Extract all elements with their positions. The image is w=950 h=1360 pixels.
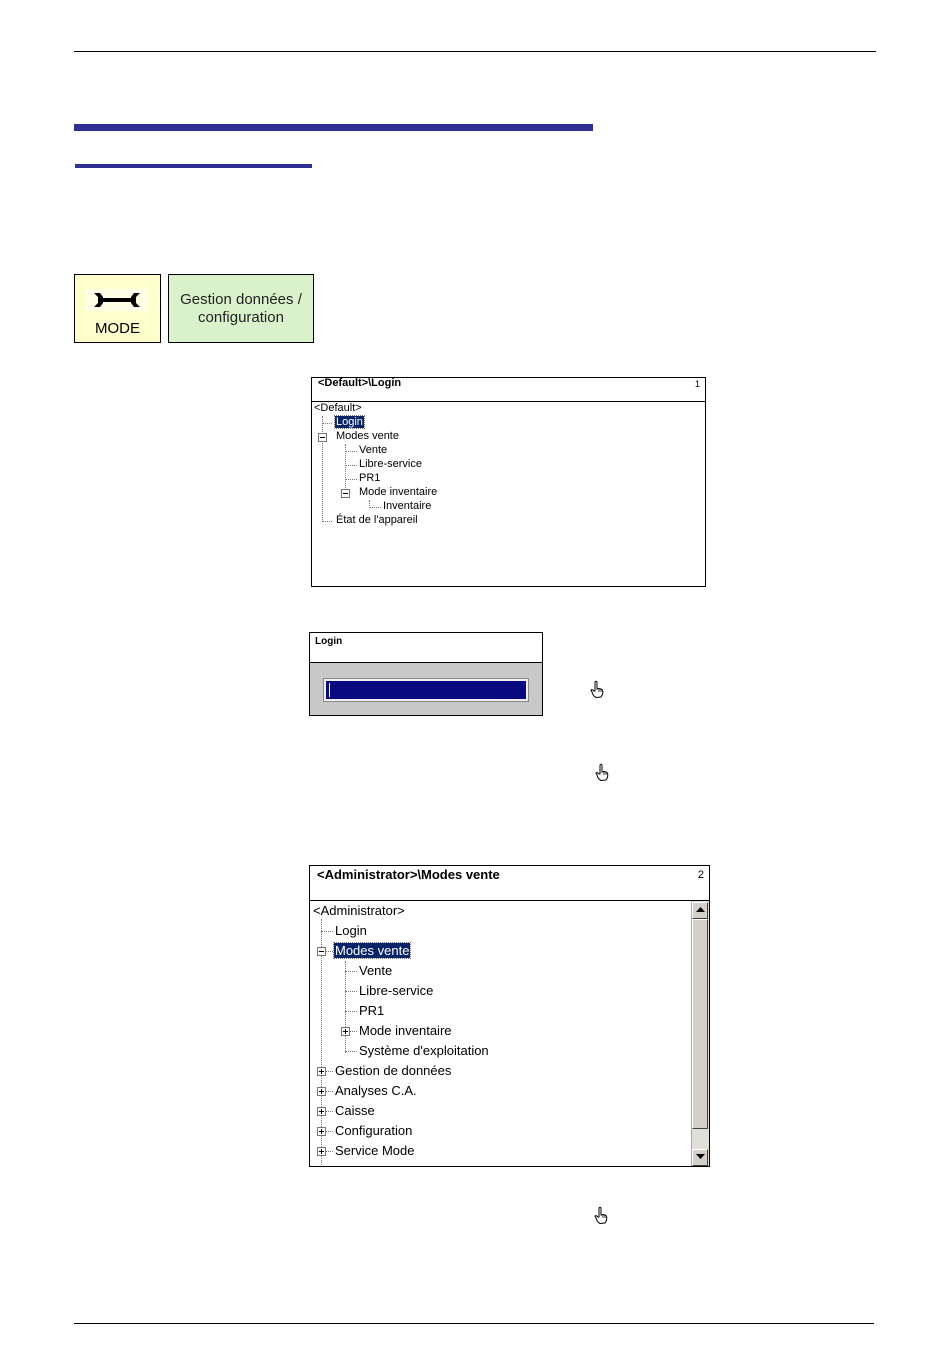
expand-toggle[interactable] [317,1067,326,1076]
tree-node-analyses-ca[interactable]: Analyses C.A. [335,1083,417,1098]
tree-view[interactable] [312,402,705,586]
login-dialog-title: Login [315,636,343,647]
heading-bar-long [74,124,593,131]
tree-node-configuration[interactable]: Configuration [335,1123,413,1138]
tree-node-gestion-donnees[interactable]: Gestion de données [335,1063,452,1078]
login-input[interactable] [324,679,528,701]
scroll-up-button[interactable] [692,902,708,919]
tree-node-vente[interactable]: Vente [359,963,393,978]
tree-window-title: <Default>\Login [318,377,402,389]
header-rule [74,51,876,52]
arrow-down-icon [696,1154,705,1160]
mode-button[interactable] [74,274,161,343]
scroll-thumb[interactable] [692,919,708,1129]
tree-node-inventaire[interactable]: Inventaire [383,500,432,512]
collapse-toggle[interactable] [341,489,350,498]
pointing-hand-icon [589,680,605,700]
tree-node-root[interactable]: <Default> [314,402,362,414]
tree-node-etat-appareil[interactable]: État de l'appareil [336,514,418,526]
scroll-down-button[interactable] [692,1149,708,1166]
tree-node-login[interactable]: Login [336,416,363,428]
vertical-scrollbar[interactable] [691,901,709,1166]
login-dialog-header [310,633,542,663]
tree-window-title-user: <Administrator> [317,867,418,882]
login-dialog [309,632,543,716]
wrench-icon [86,289,148,311]
gestion-donnees-button[interactable] [168,274,314,343]
collapse-toggle[interactable] [318,433,327,442]
tree-window-title-path: \Modes vente [417,867,500,882]
expand-toggle[interactable] [317,1107,326,1116]
pointing-hand-icon [593,1206,609,1226]
expand-toggle[interactable] [341,1027,350,1036]
tree-node-modes-vente[interactable]: Modes vente [336,430,399,442]
tree-node-vente[interactable]: Vente [359,444,388,456]
collapse-toggle[interactable] [317,947,326,956]
tree-node-service-mode[interactable]: Service Mode [335,1143,415,1158]
pointing-hand-icon [594,763,610,783]
tree-node-modes-vente[interactable]: Modes vente [335,943,410,958]
tree-node-mode-inventaire[interactable]: Mode inventaire [359,486,438,498]
expand-toggle[interactable] [317,1127,326,1136]
tree-node-root[interactable]: <Administrator> [313,903,405,918]
tree-node-login[interactable]: Login [335,923,367,938]
expand-toggle[interactable] [317,1087,326,1096]
expand-toggle[interactable] [317,1147,326,1156]
tree-node-caisse[interactable]: Caisse [335,1103,375,1118]
page-number: 1 [694,379,700,389]
tree-window-title-bar [312,378,705,402]
footer-rule [74,1323,874,1324]
tree-node-mode-inventaire[interactable]: Mode inventaire [359,1023,452,1038]
tree-node-libre-service[interactable]: Libre-service [359,458,422,470]
tree-node-systeme-exploitation[interactable]: Système d'exploitation [359,1043,489,1058]
tree-node-pr1[interactable]: PR1 [359,1003,385,1018]
gestion-donnees-label: Gestion données / configuration [180,290,302,326]
page-number: 2 [697,869,704,881]
tree-window-administrator [309,865,710,1167]
text-caret [329,683,330,697]
tree-node-libre-service[interactable]: Libre-service [359,983,434,998]
heading-bar-short [75,164,312,168]
tree-window-default [311,377,706,587]
tree-window-title-bar [310,866,709,901]
tree-node-pr1[interactable]: PR1 [359,472,381,484]
tree-view[interactable] [310,901,692,1166]
mode-button-label: MODE [95,320,140,337]
arrow-up-icon [696,907,705,913]
